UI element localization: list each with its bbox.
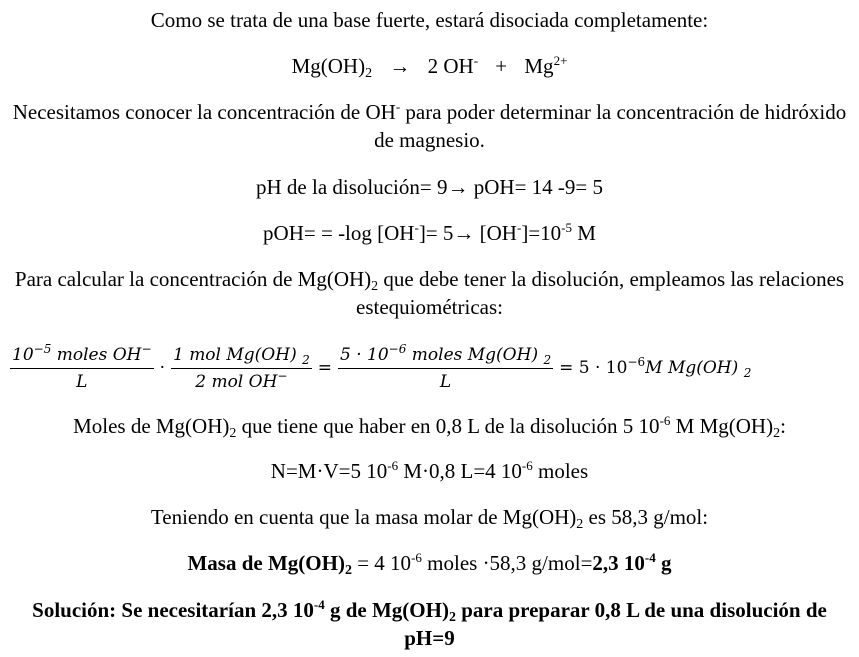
intro-line: Como se trata de una base fuerte, estará disociada completamente: — [150, 8, 709, 32]
fraction-oh-concentration: $\frac{10^{-5} moles OH^-}{L}$ — [12, 341, 152, 392]
stoichiometry-equation: $\frac{10^{-5} moles OH^-}{L}$ · $\frac{1 mol Mg(OH) _2}{2 mol OH^-}$ = $\frac{5 \cdot 10^{-6} moles Mg(OH) _2}{L}$ = $5 \cdot 10^{-6}$ M Mg(OH) $_2$ — [12, 341, 752, 392]
moles-needed-line: Moles de $Mg(OH)_2$ que tiene que haber en 0,8 L de la disolución 5 $10^{-6}$ M $Mg(OH)_2$: — [73, 413, 786, 441]
mass-calculation-line: Masa de $Mg(OH)_2 = 4$ $10^{-6}$ moles ·58,3 g/mol=2,3 $10^{-4}$ g — [187, 550, 672, 578]
stoichiometry-paragraph: Para calcular la concentración de $Mg(OH)_2$ que debe tener la disolución, empleamos las relaciones estequiométricas: — [14, 267, 845, 319]
dissociation-equation: $Mg(OH)_2 \to 2$ $OH^- + Mg^{2+}$ — [291, 53, 568, 81]
reaction-arrow: → — [389, 54, 411, 78]
fraction-mole-ratio: $\frac{1 mol Mg(OH) _2}{2 mol OH^-}$ — [172, 344, 310, 392]
solution-statement: Solución: Se necesitarían 2,3 $10^{-4}$ g de $Mg(OH)_2$ para preparar 0,8 L de una disolución de pH=9 — [32, 597, 827, 650]
moles-calculation-line: N=M·V=5 $10^{-6}$ M·0,8 L=4 $10^{-6}$ moles — [270, 458, 589, 483]
result-value: = $5 \cdot 10^{-6}$ — [559, 355, 646, 378]
fraction-mgoh2-concentration: $\frac{5 \cdot 10^{-6} moles Mg(OH) _2}{L}$ — [340, 341, 552, 392]
poh-line: pOH= = -log $[OH^-]= 5\to [OH^-]=10^{-5}$ M — [263, 220, 596, 245]
molar-mass-line: Teniendo en cuenta que la masa molar de $Mg(OH)_2$ es 58,3 g/mol: — [150, 505, 709, 532]
concentration-need-paragraph: Necesitamos conocer la concentración de OH- para poder determinar la concentración de hidróxido de magnesio. — [12, 99, 847, 152]
ph-line: pH de la disolución= 9→ pOH= 14 -9= 5 — [256, 175, 603, 199]
